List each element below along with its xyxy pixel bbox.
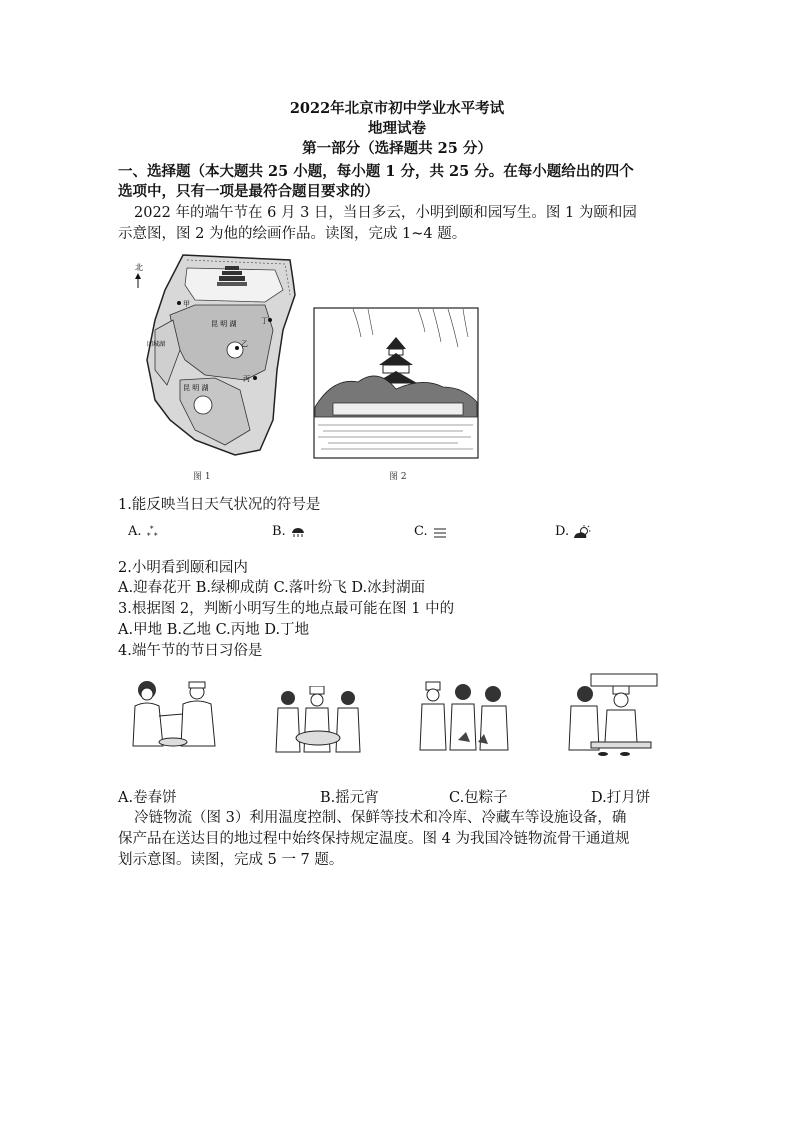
- fog-icon: [432, 525, 448, 539]
- svg-text:*: *: [153, 531, 158, 539]
- label-kunming-2: 昆 明 湖: [183, 384, 209, 392]
- q1-option-letter: C.: [414, 524, 428, 539]
- q1-option-c[interactable]: [414, 524, 448, 539]
- point-yi: [235, 346, 239, 350]
- label-jia: 甲: [183, 300, 190, 308]
- q4-option-c[interactable]: C.包粽子: [449, 790, 508, 806]
- q1-option-letter: D.: [555, 524, 570, 539]
- q1-option-b[interactable]: [272, 524, 306, 539]
- palace-wall: [333, 403, 463, 415]
- figure1-caption: 图 1: [193, 472, 211, 482]
- illustration-yuanxiao: [268, 686, 368, 756]
- figure2-drawing: [313, 307, 479, 459]
- snow-icon: [146, 525, 162, 539]
- north-label: 北: [135, 263, 143, 272]
- section-heading-line1: 一、选择题（本大题共 25 小题，每小题 1 分，共 25 分。在每小题给出的四个: [118, 163, 634, 180]
- label-yi: 乙: [241, 340, 248, 348]
- illustration-zongzi: [418, 680, 518, 755]
- q3-stem: 3.根据图 2，判断小明写生的地点最可能在图 1 中的: [118, 601, 455, 617]
- label-tuancheng: 团城湖: [147, 341, 166, 348]
- point-ding: [268, 318, 272, 322]
- passage-line2: 保产品在送达目的地过程中始终保持规定温度。图 4 为我国冷链物流骨干通道规: [118, 831, 630, 847]
- q1-stem: 1.能反映当日天气状况的符号是: [118, 497, 321, 513]
- illustration-spring-roll: [125, 676, 220, 754]
- figure1-map: [125, 250, 305, 465]
- svg-text:*: *: [149, 524, 154, 533]
- q1-option-a[interactable]: [128, 524, 162, 539]
- intro-line1: 2022 年的端午节在 6 月 3 日，当日多云，小明到颐和园写生。图 1 为颐和园: [134, 205, 637, 221]
- q1-option-letter: B.: [272, 524, 286, 539]
- rain-icon: [290, 525, 306, 539]
- exam-title: 2022年北京市初中学业水平考试: [289, 100, 505, 117]
- q2-options[interactable]: A.迎春花开 B.绿柳成荫 C.落叶纷飞 D.冰封湖面: [118, 580, 426, 596]
- label-bing: 丙: [243, 375, 250, 383]
- passage-line3: 划示意图。读图，完成 5 一 7 题。: [118, 852, 344, 868]
- section-heading-line2: 选项中，只有一项是最符合题目要求的）: [118, 183, 379, 200]
- exam-subject: 地理试卷: [368, 120, 426, 137]
- intro-line2: 示意图，图 2 为他的绘画作品。读图，完成 1~4 题。: [118, 226, 467, 242]
- q1-option-letter: A.: [128, 524, 142, 539]
- point-bing: [253, 376, 257, 380]
- illustration-mooncake: [555, 672, 660, 757]
- label-ding: 丁: [261, 317, 268, 325]
- passage-line1: 冷链物流（图 3）利用温度控制、保鲜等技术和冷库、冷藏车等设施设备，确: [134, 810, 627, 826]
- q4-stem: 4.端午节的节日习俗是: [118, 643, 263, 659]
- q2-stem: 2.小明看到颐和园内: [118, 560, 248, 576]
- q3-options[interactable]: A.甲地 B.乙地 C.丙地 D.丁地: [118, 622, 310, 638]
- q4-option-b[interactable]: B.摇元宵: [320, 790, 379, 806]
- q4-option-d[interactable]: D.打月饼: [591, 790, 651, 806]
- svg-text:*: *: [146, 531, 151, 539]
- label-kunming-1: 昆 明 湖: [211, 320, 237, 328]
- q4-option-a[interactable]: A.卷春饼: [118, 790, 177, 806]
- partly-cloudy-icon: [573, 525, 591, 539]
- island: [194, 396, 212, 414]
- exam-part: 第一部分（选择题共 25 分）: [302, 140, 492, 157]
- figure2-caption: 图 2: [389, 472, 407, 482]
- point-jia: [177, 301, 181, 305]
- q1-option-d[interactable]: [555, 524, 591, 539]
